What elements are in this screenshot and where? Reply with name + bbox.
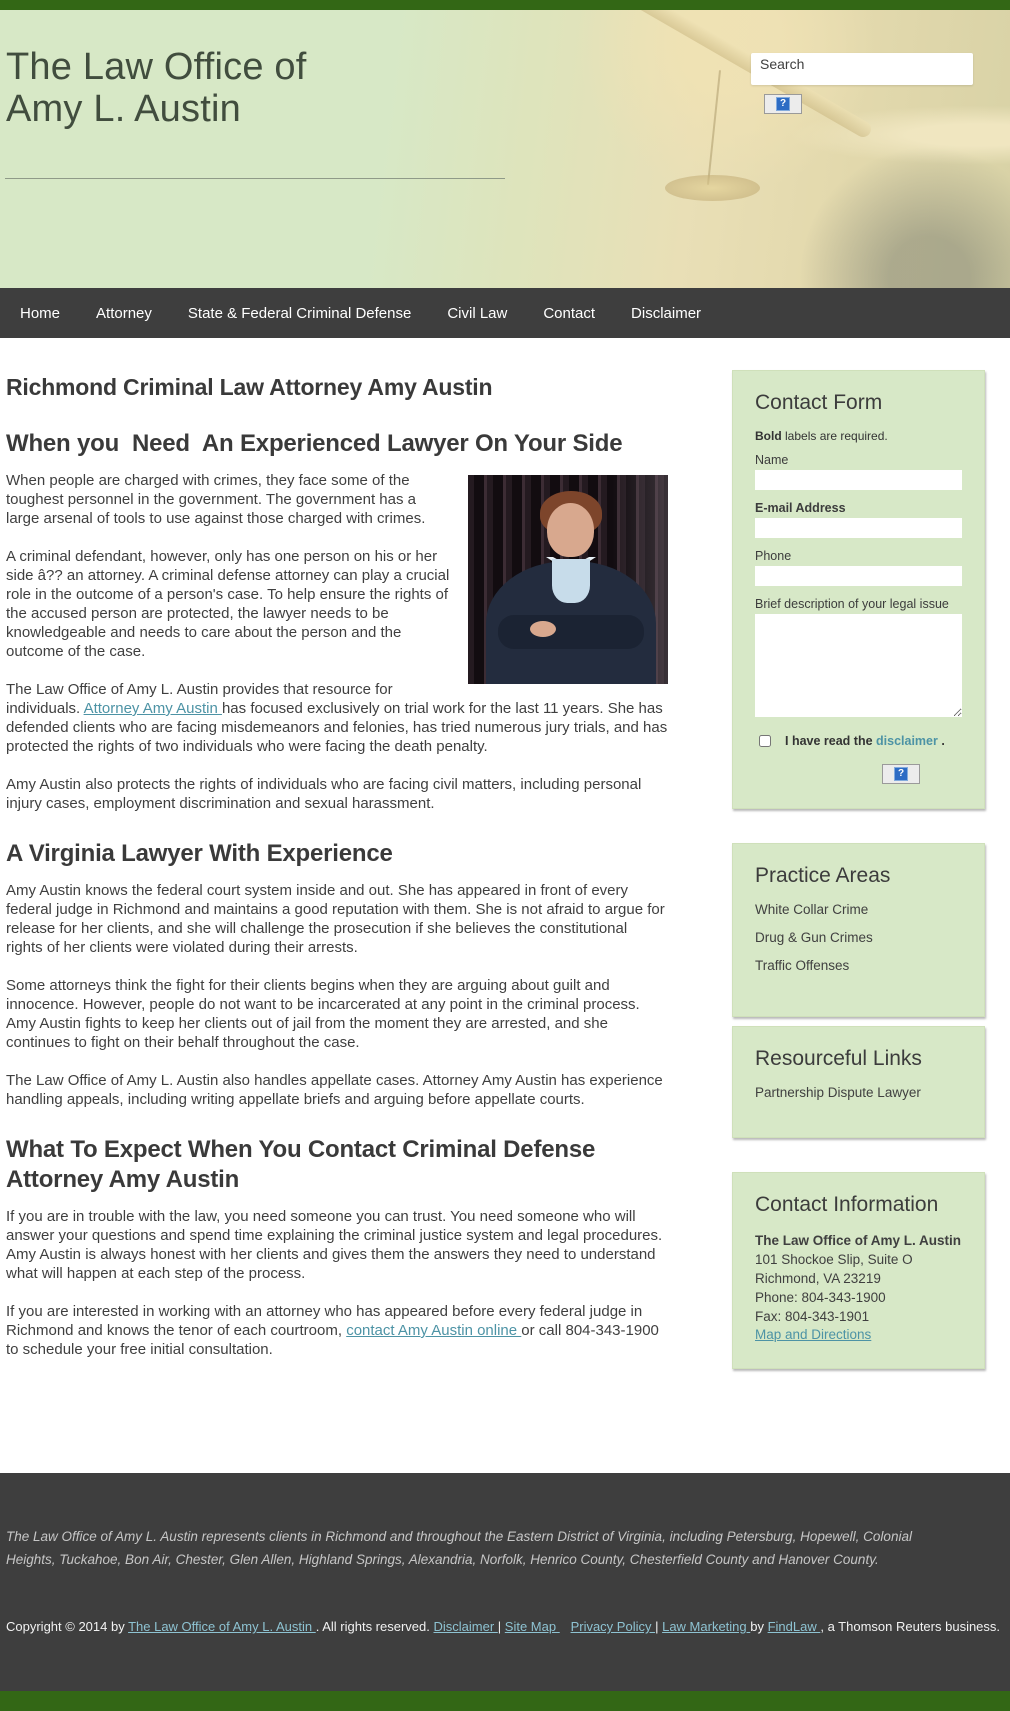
legal-issue-textarea[interactable] bbox=[755, 614, 962, 717]
site-title-line1: The Law Office of bbox=[6, 46, 307, 88]
nav-item-attorney[interactable]: Attorney bbox=[96, 304, 152, 322]
text-segment: I have read the bbox=[785, 734, 877, 748]
broken-image-icon: ? bbox=[894, 767, 908, 781]
email-label: E-mail Address bbox=[755, 501, 846, 515]
email-field[interactable] bbox=[755, 518, 962, 538]
search-area bbox=[751, 53, 973, 114]
name-field[interactable] bbox=[755, 470, 962, 490]
attorney-amy-austin-link[interactable]: Attorney Amy Austin bbox=[83, 700, 222, 717]
disclaimer-link[interactable]: disclaimer bbox=[876, 734, 938, 748]
map-and-directions-link[interactable]: Map and Directions bbox=[755, 1327, 872, 1342]
paragraph-criminal-defendant: A criminal defendant, however, only has one person on his or her side â?? an attorney. A criminal defense attorney can play a crucial role in the outcome of a person's case. To help ensure the rights of the accused person are protected, the lawyer needs to be knowledgeable and needs to care about the person and the outcome of the case. bbox=[6, 548, 450, 660]
text-segment: | bbox=[497, 1619, 505, 1634]
practice-area-drug-gun[interactable]: Drug & Gun Crimes bbox=[755, 930, 873, 945]
practice-areas-box bbox=[732, 843, 985, 1017]
contact-information-box bbox=[732, 1172, 985, 1369]
text-segment: . bbox=[937, 734, 945, 748]
required-note-bold: Bold bbox=[755, 429, 782, 443]
phone-label: Phone bbox=[755, 549, 792, 563]
address-line2: Richmond, VA 23219 bbox=[755, 1271, 881, 1286]
attorney-photo-arms bbox=[498, 615, 644, 649]
site-title[interactable] bbox=[6, 46, 307, 130]
footer-firm-link[interactable]: The Law Office of Amy L. Austin bbox=[128, 1619, 316, 1634]
service-area-text: The Law Office of Amy L. Austin represents clients in Richmond and throughout the Eastern District of Virginia, including Petersburg, Hopewell, Colonial Heights, Tuckahoe, Bon Air, Chester, Glen Allen, Highland Springs, Alexandria, Norfolk, Henrico County, Chesterfield County and Hanover County. bbox=[6, 1529, 912, 1567]
text-segment bbox=[560, 1619, 571, 1634]
contact-form-title: Contact Form bbox=[755, 391, 883, 414]
main-navigation bbox=[0, 288, 1010, 338]
phone-number: Phone: 804-343-1900 bbox=[755, 1290, 886, 1305]
contact-form-box bbox=[732, 370, 985, 809]
fax-number: Fax: 804-343-1901 bbox=[755, 1309, 870, 1324]
attorney-photo-shirt bbox=[552, 559, 590, 603]
attorney-photo-hand bbox=[530, 621, 556, 637]
footer bbox=[0, 1473, 1010, 1711]
heading-virginia-lawyer: A Virginia Lawyer With Experience bbox=[6, 840, 393, 867]
nav-item-civil-law[interactable]: Civil Law bbox=[447, 304, 508, 322]
text-segment: The Law Office of Amy L. Austin provides that resource for individuals. bbox=[6, 681, 393, 717]
firm-name: The Law Office of Amy L. Austin bbox=[755, 1233, 962, 1248]
page-title: Richmond Criminal Law Attorney Amy Austin bbox=[6, 374, 493, 400]
resourceful-links-title: Resourceful Links bbox=[755, 1047, 922, 1070]
paragraph-appellate-cases: The Law Office of Amy L. Austin also handles appellate cases. Attorney Amy Austin has experience handling appeals, including writing appellate briefs and arguing before appellate courts. bbox=[6, 1072, 663, 1108]
paragraph-civil-matters: Amy Austin also protects the rights of individuals who are facing civil matters, including personal injury cases, employment discrimination and sexual harassment. bbox=[6, 776, 642, 812]
resourceful-links-box bbox=[732, 1026, 985, 1138]
heading-what-to-expect: What To Expect When You Contact Criminal Defense Attorney Amy Austin bbox=[6, 1136, 601, 1193]
required-note bbox=[755, 429, 962, 443]
text-segment: | bbox=[655, 1619, 663, 1634]
disclaimer-checkbox-row bbox=[757, 734, 962, 748]
paragraph-federal-court: Amy Austin knows the federal court system inside and out. She has appeared in front of every federal judge in Richmond and maintains a good reputation with them. She is not afraid to argue for release for her clients, and she will challenge the prosecution if she believes the constitutional rights of her clients were violated during their arrests. bbox=[6, 882, 665, 956]
header-divider bbox=[5, 178, 505, 179]
form-submit-button[interactable] bbox=[882, 764, 920, 784]
text-segment: Copyright © 2014 by bbox=[6, 1619, 129, 1634]
main-content bbox=[6, 370, 668, 1378]
sidebar bbox=[732, 370, 985, 1403]
submit-row bbox=[755, 764, 962, 784]
paragraph-charged-with-crimes: When people are charged with crimes, they face some of the toughest personnel in the government. The government has a large arsenal of tools to use against those charged with crimes. bbox=[6, 472, 426, 527]
broken-image-icon: ? bbox=[776, 97, 790, 111]
practice-area-white-collar[interactable]: White Collar Crime bbox=[755, 902, 869, 917]
practice-area-traffic[interactable]: Traffic Offenses bbox=[755, 958, 850, 973]
nav-item-home[interactable]: Home bbox=[20, 304, 61, 322]
paragraph-fight-for-clients: Some attorneys think the fight for their clients begins when they are arguing about guilt and innocence. However, people do not want to be incarcerated at any point in the criminal process. Amy Austin fights to keep her clients out of jail from the moment they are arrested, and she continues to fight on their behalf throughout the case. bbox=[6, 977, 640, 1051]
text-segment: , a Thomson Reuters business. bbox=[820, 1619, 1001, 1634]
text-segment: by bbox=[750, 1619, 768, 1634]
scales-chain-image bbox=[707, 70, 721, 185]
contact-online-link[interactable]: contact Amy Austin online bbox=[346, 1322, 522, 1339]
footer-privacy-policy-link[interactable]: Privacy Policy bbox=[570, 1619, 656, 1634]
search-button[interactable] bbox=[764, 94, 802, 114]
disclaimer-checkbox[interactable] bbox=[759, 735, 771, 747]
phone-field[interactable] bbox=[755, 566, 962, 586]
text-segment: . All rights reserved. bbox=[315, 1619, 434, 1634]
description-label: Brief description of your legal issue bbox=[755, 597, 949, 611]
paragraph-free-consultation bbox=[6, 1302, 668, 1359]
copyright-line bbox=[6, 1618, 1004, 1636]
paragraph-trouble-with-law: If you are in trouble with the law, you need someone you can trust. You need someone who will answer your questions and spend time explaining the criminal justice system and legal procedures. Amy Austin is always honest with her clients and gives them the answers they need to understand what will happen at each step of the process. bbox=[6, 1208, 663, 1282]
disclaimer-label bbox=[785, 734, 945, 748]
bottom-accent-bar bbox=[0, 1691, 1010, 1711]
paragraph-provides-resource bbox=[6, 680, 668, 756]
footer-findlaw-link[interactable]: FindLaw bbox=[767, 1619, 821, 1634]
text-segment: has focused exclusively on trial work for the last 11 years. She has defended clients who are facing misdemeanors and felonies, has tried numerous jury trials, and has protected the rights of two individuals who were facing the death penalty. bbox=[6, 700, 668, 755]
footer-law-marketing-link[interactable]: Law Marketing bbox=[662, 1619, 751, 1634]
attorney-photo bbox=[468, 475, 668, 684]
address-line1: 101 Shockoe Slip, Suite O bbox=[755, 1252, 913, 1267]
nav-item-disclaimer[interactable]: Disclaimer bbox=[631, 304, 702, 322]
required-note-rest: labels are required. bbox=[781, 429, 888, 443]
text-segment: or call 804-343-1900 to schedule your free initial consultation. bbox=[6, 1322, 659, 1358]
resourceful-link-partnership[interactable]: Partnership Dispute Lawyer bbox=[755, 1085, 921, 1100]
site-title-line2: Amy L. Austin bbox=[6, 88, 241, 130]
attorney-photo-face bbox=[547, 503, 594, 557]
contact-information-title: Contact Information bbox=[755, 1193, 939, 1216]
name-label: Name bbox=[755, 453, 789, 467]
top-accent-bar bbox=[0, 0, 1010, 10]
heading-experienced-lawyer: When you Need An Experienced Lawyer On Your Side bbox=[6, 430, 623, 457]
search-input[interactable] bbox=[751, 53, 973, 85]
footer-sitemap-link[interactable]: Site Map bbox=[504, 1619, 560, 1634]
header bbox=[0, 10, 1010, 288]
nav-item-contact[interactable]: Contact bbox=[543, 304, 596, 322]
practice-areas-title: Practice Areas bbox=[755, 864, 891, 887]
text-segment: If you are interested in working with an attorney who has appeared before every federal judge in Richmond and knows the tenor of each courtroom, bbox=[6, 1303, 643, 1339]
scales-pan-image bbox=[665, 175, 760, 201]
nav-item-criminal-defense[interactable]: State & Federal Criminal Defense bbox=[187, 304, 412, 322]
footer-disclaimer-link[interactable]: Disclaimer bbox=[433, 1619, 498, 1634]
